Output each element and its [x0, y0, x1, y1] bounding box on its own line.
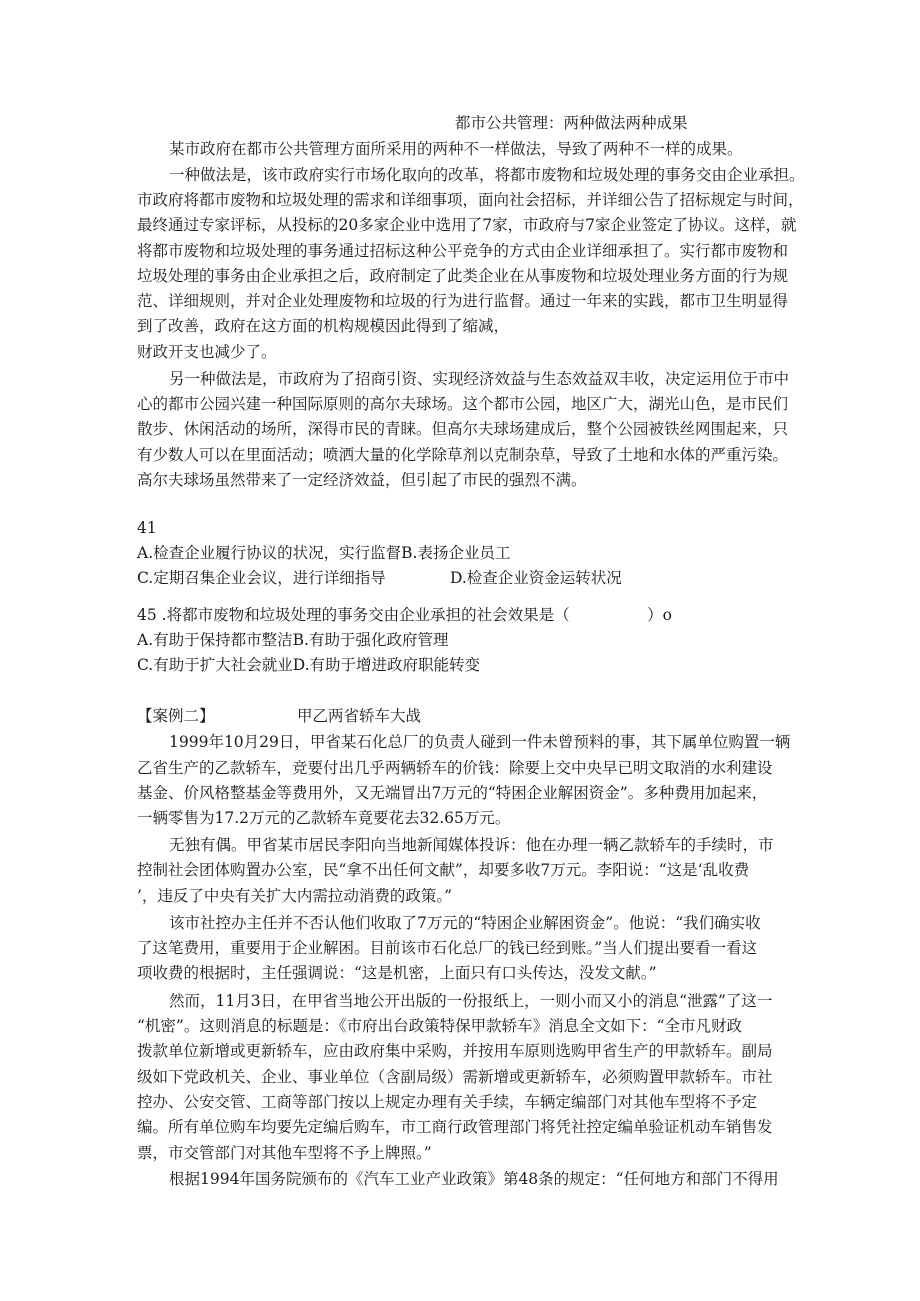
case2-line: 一辆零售为17.2万元的乙款轿车竟要花去32.65万元。 [137, 809, 511, 827]
case2-tag: 【案例二】 [137, 707, 215, 725]
question-41-option-c: C.定期召集企业会议，进行详细指导 [137, 569, 386, 587]
case2-title: 甲乙两省轿车大战 [297, 707, 422, 725]
case2-paragraph-5: 根据1994年国务院颁布的《汽车工业产业政策》第48条的规定：“任何地方和部门不得用 [169, 1170, 779, 1188]
case2-line: ’，违反了中央有关扩大内需拉动消费的政策。” [137, 887, 453, 905]
case1-line: 高尔夫球场虽然带来了一定经济效益，但引起了市民的强烈不满。 [137, 471, 587, 489]
case1-paragraph-1: 某市政府在都市公共管理方面所采用的两种不一样做法，导致了两种不一样的成果。 [169, 140, 743, 158]
case2-paragraph-3: 该市社控办主任并不否认他们收取了7万元的“特困企业解困资金”。他说：“我们确实收 [169, 914, 761, 932]
case2-line: 基金、价风格整基金等费用外，又无端冒出7万元的“特困企业解困资金”。多种费用加起来， [137, 784, 768, 802]
case2-line: “机密”。这则消息的标题是：《市府出台政策特保甲款轿车》消息全文如下：“全市凡财政 [137, 1017, 743, 1035]
case2-line: 编。所有单位购车均要先定编后购车，市工商行政管理部门将凭社控定编单验证机动车销售发 [137, 1118, 773, 1136]
case1-line: 将都市废物和垃圾处理的事务通过招标这种公平竞争的方式由企业详细承担了。实行都市废物和 [137, 242, 789, 260]
case2-line: 了这笔费用，重要用于企业解困。目前该市石化总厂的钱已经到账。”当人们提出要看一看这 [137, 939, 758, 957]
case2-line: 票，市交管部门对其他车型将不予上牌照。” [137, 1144, 432, 1162]
case1-line: 市政府将都市废物和垃圾处理的需求和详细事项，面向社会招标，并详细公告了招标规定与时间， [137, 191, 804, 209]
case1-paragraph-2: 一种做法是，该市政府实行市场化取向的改革，将都市废物和垃圾处理的事务交由企业承担。 [169, 166, 805, 184]
case1-line: 范、详细规则，并对企业处理废物和垃圾的行为进行监督。通过一年来的实践，都市卫生明显得 [137, 292, 789, 310]
case1-line: 财政开支也减少了。 [137, 343, 277, 361]
case2-line: 控制社会团体购置办公室，民“拿不出任何文献”，却要多收7万元。李阳说：“这是‘乱收费 [137, 861, 750, 879]
case2-paragraph-1: 1999年10月29日，甲省某石化总厂的负责人碰到一件未曾预料的事，其下属单位购置一辆 [169, 733, 791, 751]
case2-line: 拨款单位新增或更新轿车，应由政府集中采购，并按用车原则选购甲省生产的甲款轿车。副局 [137, 1042, 773, 1060]
question-41-number: 41 [137, 519, 157, 537]
question-41-option-d: D.检查企业资金运转状况 [450, 569, 622, 587]
question-45-stem: 45 .将都市废物和垃圾处理的事务交由企业承担的社会效果是（ ）o [137, 606, 672, 624]
case1-line: 有少数人可以在里面活动；喷洒大量的化学除草剂以克制杂草，导致了土地和水体的严重污染。 [137, 446, 789, 464]
case2-paragraph-2: 无独有偶。甲省某市居民李阳向当地新闻媒体投诉：他在办理一辆乙款轿车的手续时，市 [169, 836, 774, 854]
case1-paragraph-3: 另一种做法是，市政府为了招商引资、实现经济效益与生态效益双丰收，决定运用位于市中 [169, 370, 790, 388]
document-title: 都市公共管理：两种做法两种成果 [455, 114, 688, 132]
case1-line: 到了改善，政府在这方面的机构规模因此得到了缩减， [137, 317, 510, 335]
case2-line: 项收费的根据时，主任强调说：“这是机密，上面只有口头传达，没发文献。” [137, 964, 657, 982]
case1-line: 垃圾处理的事务由企业承担之后，政府制定了此类企业在从事废物和垃圾处理业务方面的行为规 [137, 267, 789, 285]
question-41-options-ab: A.检查企业履行协议的状况，实行监督B.表扬企业员工 [137, 544, 511, 562]
case2-paragraph-4: 然而，11月3日，在甲省当地公开出版的一份报纸上，一则小而又小的消息“泄露”了这一 [169, 992, 773, 1010]
case2-line: 级如下党政机关、企业、事业单位（含副局级）需新增或更新轿车，必须购置甲款轿车。市社 [137, 1068, 773, 1086]
case1-line: 散步、休闲活动的场所，深得市民的青睐。但高尔夫球场建成后，整个公园被铁丝网围起来，只 [137, 420, 789, 438]
question-45-options-cd: C.有助于扩大社会就业D.有助于增进政府职能转变 [137, 656, 481, 674]
case1-line: 最终通过专家评标，从投标的20多家企业中选用了7家，市政府与7家企业签定了协议。这样，就 [137, 216, 797, 234]
case1-line: 心的都市公园兴建一种国际原则的高尔夫球场。这个都市公园，地区广大，湖光山色，是市民们 [137, 395, 789, 413]
case2-line: 控办、公安交管、工商等部门按以上规定办理有关手续，车辆定编部门对其他车型将不予定 [137, 1093, 758, 1111]
case2-line: 乙省生产的乙款轿车，竞要付出几乎两辆轿车的价钱：除要上交中央早已明文取消的水利建设 [137, 759, 773, 777]
question-45-options-ab: A.有助于保持都市整洁B.有助于强化政府管理 [137, 631, 449, 649]
